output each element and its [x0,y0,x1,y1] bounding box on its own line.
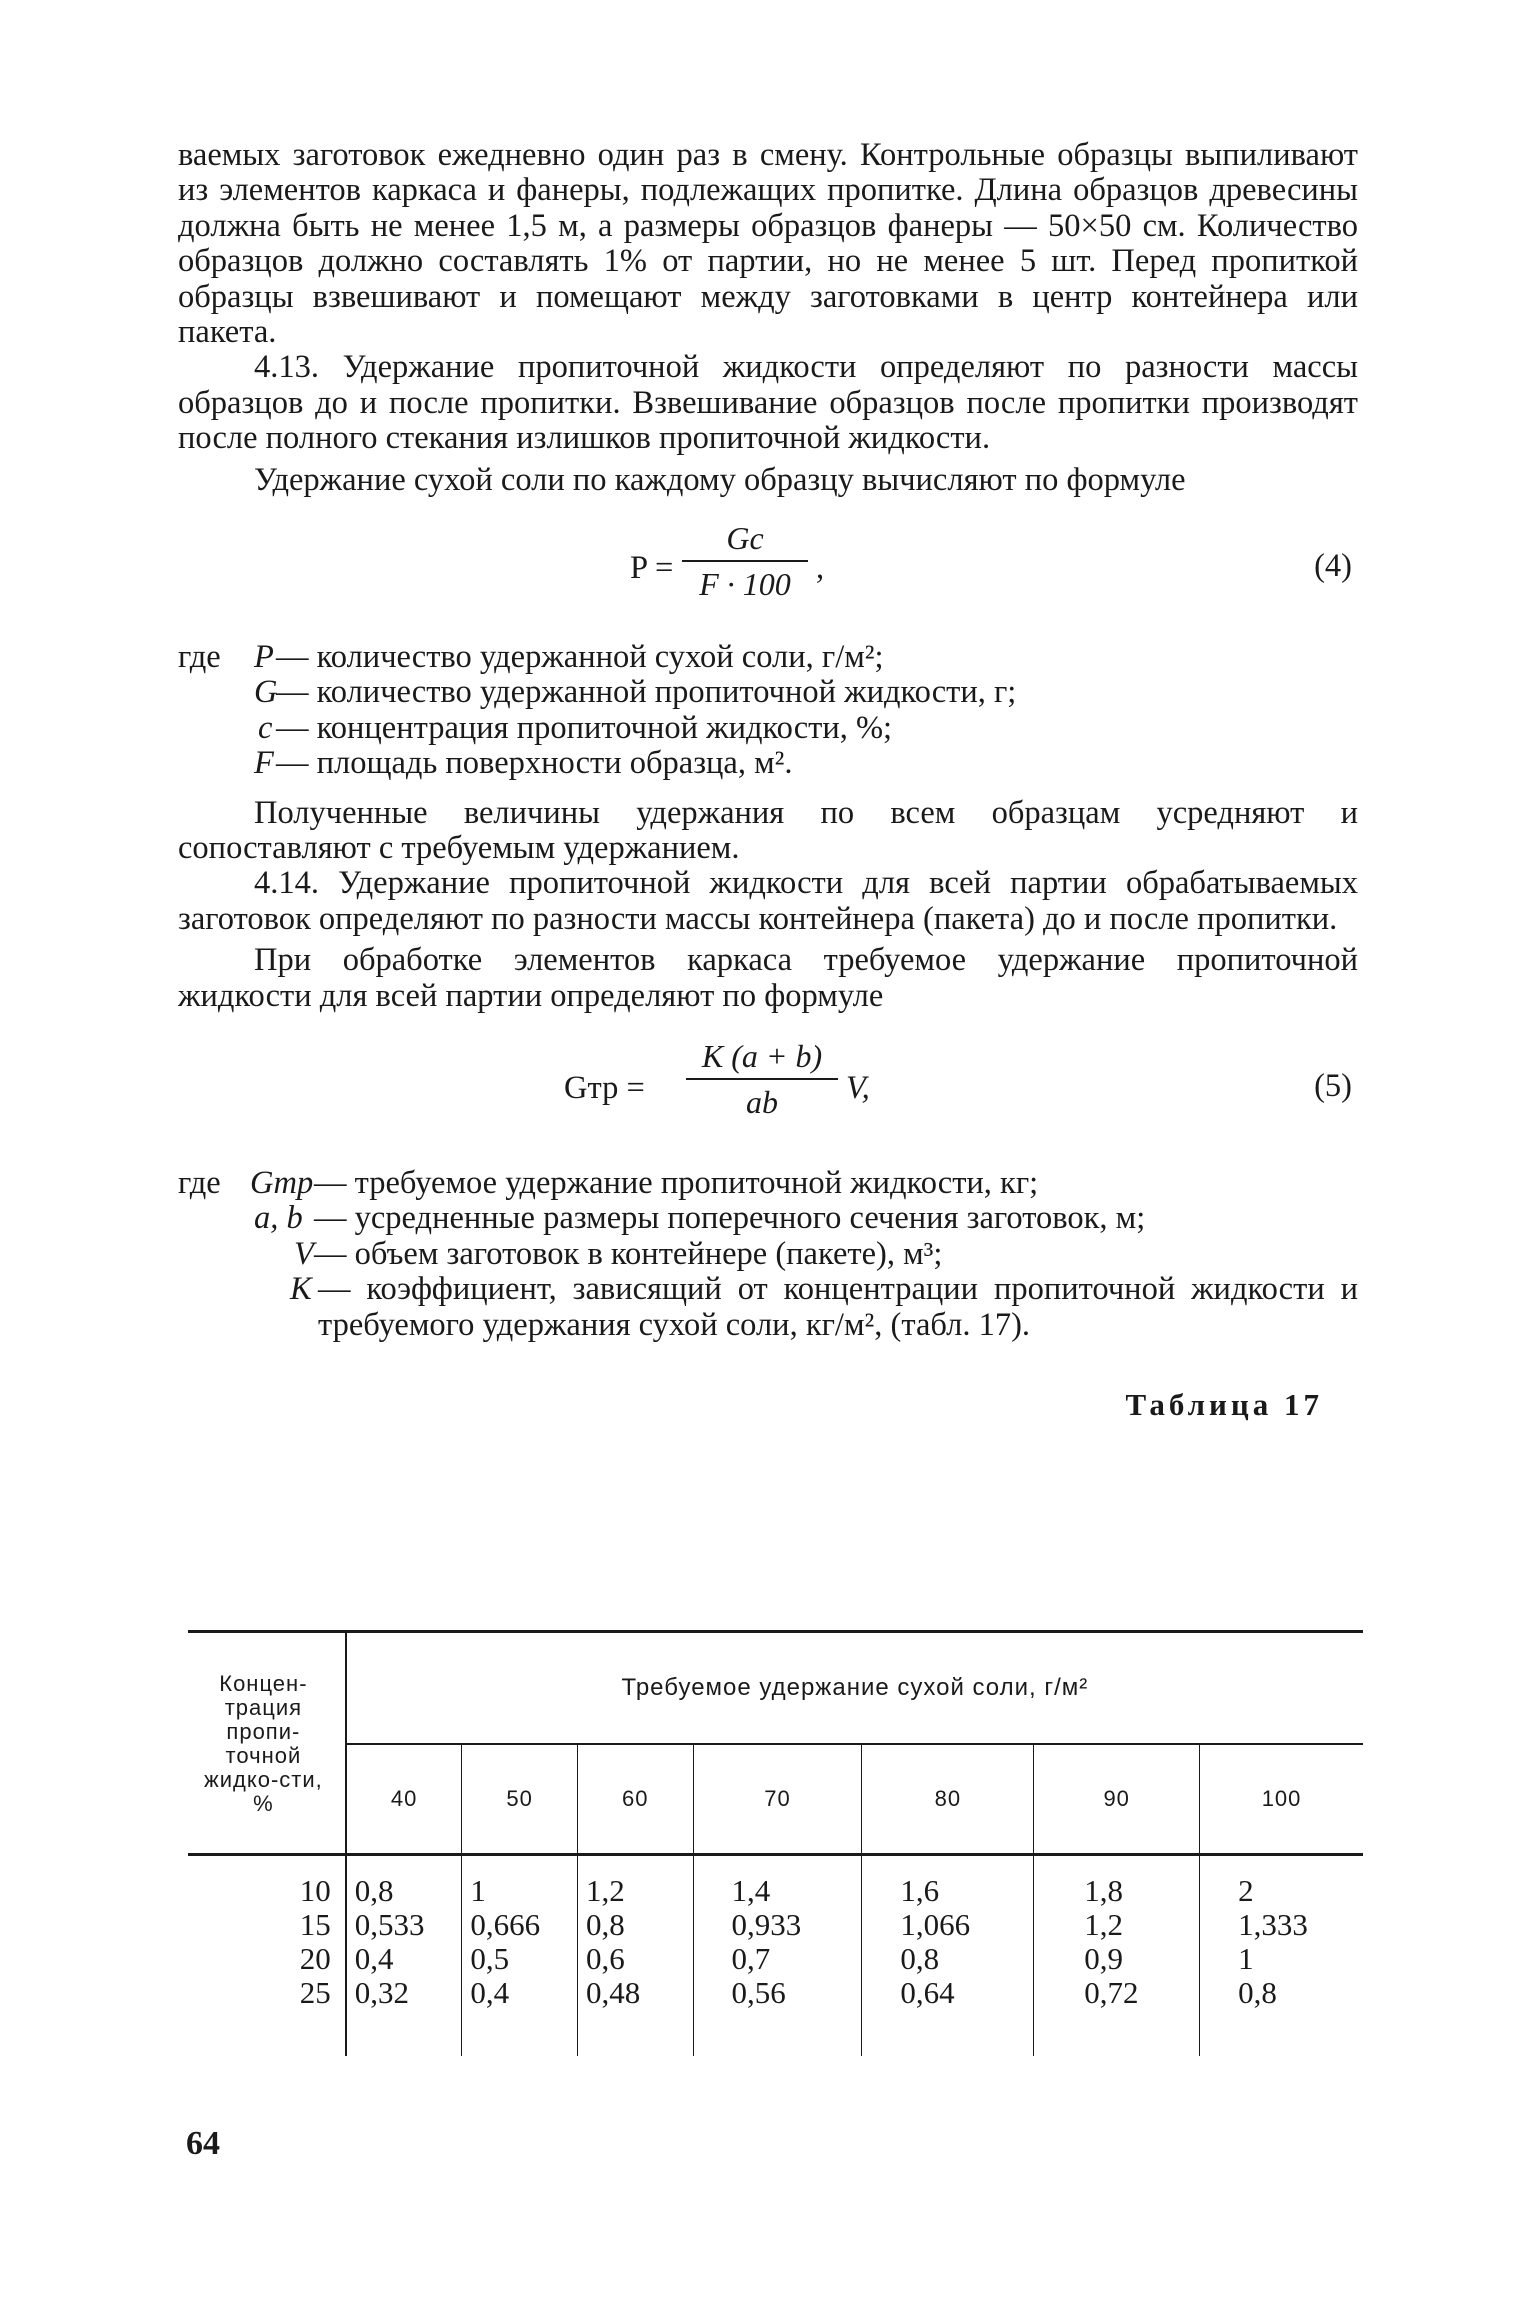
legend-symbol: a, b [254,1200,303,1237]
paragraph-1: ваемых заготовок ежедневно один раз в смену. Контрольные образцы выпиливают из элементов каркаса и фанеры, подлежащих пропитке. Длина образцов древесины должна быть не менее 1,5 м, а размеры образцов фанеры — 50×50 см. Количество образцов должно составлять 1% от партии, но не менее 5 шт. Перед пропиткой образцы взвешивают и помещают между заготовками в центр контейнера или пакета. [178,137,1358,351]
legend-text: — количество удержанной сухой соли, г/м²; [276,639,884,676]
table-cell: 1,4 [693,1854,862,1908]
table-row [188,1854,1363,1908]
legend-text: — объем заготовок в контейнере (пакете), м³; [314,1235,943,1272]
formula-4-number: (4) [1314,548,1352,585]
table-group-header-text: Требуемое удержание сухой соли, г/м² [621,1674,1089,1701]
table-cell: 1,8 [1034,1854,1200,1908]
table-title: Таблица 17 [1125,1387,1323,1423]
legend-lead: где [178,639,221,676]
table-cell: 0,56 [693,1976,862,2056]
page-body [178,138,1358,1423]
formula-5-lhs: Gтр = [564,1070,645,1107]
concentration-cell: 10 [188,1854,346,1908]
table-row [188,1908,1363,1942]
table-cell: 0,9 [1034,1942,1200,1976]
page-number: 64 [186,2125,220,2162]
table-cell: 0,48 [577,1976,693,2056]
legend-text: — коэффициент, зависящий от концентрации пропиточной жидкости и требуемого удержания сухой соли, кг/м², (табл. 17). [318,1271,1358,1343]
legend-symbol: G [254,674,278,711]
paragraph-4-13: 4.13. Удержание пропиточной жидкости определяют по разности массы образцов до и после пропитки. Взвешивание образцов после пропитки производят после полного стекания излишков пропиточной жидкости. [178,349,1358,457]
formula-4-legend [178,640,1358,782]
paragraph-formula-intro: Удержание сухой соли по каждому образцу вычисляют по формуле [254,461,1186,498]
legend-symbol: Gтр [250,1165,314,1202]
legend-text: — количество удержанной пропиточной жидкости, г; [276,674,1017,711]
formula-5-legend [178,1166,1358,1343]
column-header: 60 [577,1744,693,1854]
legend-item [178,1272,1358,1343]
legend-item [178,746,1358,781]
formula-4-lhs: P = [630,550,674,587]
formula-4-denominator: F · 100 [699,566,791,603]
legend-text: — усредненные размеры поперечного сечения заготовок, м; [314,1200,1146,1237]
column-header: 100 [1261,1785,1302,1811]
table-cell: 1,066 [862,1908,1034,1942]
legend-lead: где [178,1165,221,1202]
table-cell: 1 [462,1854,578,1908]
table-cell: 1,2 [1034,1908,1200,1942]
legend-text: — концентрация пропиточной жидкости, %; [276,709,893,746]
table-row-header [188,1632,346,1855]
legend-text: — площадь поверхности образца, м². [276,745,793,782]
table-cell: 0,64 [862,1976,1034,2056]
legend-text: — требуемое удержание пропиточной жидкости, кг; [314,1165,1039,1202]
table-cell: 0,8 [577,1908,693,1942]
table-cell: 1 [1238,1940,1254,1976]
table-cell: 0,533 [346,1908,462,1942]
formula-5-fraction [686,1038,838,1120]
legend-item [178,675,1358,710]
legend-symbol: F [254,745,274,782]
legend-symbol: K [290,1271,312,1308]
formula-4-fraction [682,520,808,602]
table-cell: 0,6 [577,1942,693,1976]
column-header: 40 [346,1744,462,1854]
table-cell: 0,7 [693,1942,862,1976]
formula-5-number: (5) [1314,1068,1352,1105]
legend-symbol: P [254,639,274,676]
column-header: 50 [462,1744,578,1854]
formula-5-numerator: K (a + b) [701,1038,823,1075]
formula-4-tail: , [816,550,825,587]
table-17 [188,1630,1363,2056]
table-cell: 1,6 [862,1854,1034,1908]
legend-symbol: c [258,709,273,746]
formula-4-numerator: Gc [726,520,764,557]
table-cell: 2 [1238,1872,1254,1908]
formula-5 [178,1034,1358,1144]
column-header: 70 [693,1744,862,1854]
column-header: 80 [862,1744,1034,1854]
table-cell: 0,5 [462,1942,578,1976]
table-cell: 0,933 [693,1908,862,1942]
table-group-header [346,1632,1363,1745]
table-cell: 0,32 [346,1976,462,2056]
legend-symbol: V [294,1235,314,1272]
table-cell: 0,4 [346,1942,462,1976]
table-row [188,1942,1363,1976]
column-header: 90 [1034,1744,1200,1854]
table-row-header-text: Концен-трация пропи-точной жидко-сти, % [204,1670,323,1816]
table-cell: 0,8 [862,1942,1034,1976]
table-cell: 1,2 [577,1854,693,1908]
paragraph-formula-5-intro: При обработке элементов каркаса требуемое удержание пропиточной жидкости для всей партии определяют по формуле [178,942,1358,1014]
concentration-cell: 15 [188,1908,346,1942]
paragraph-averaging: Полученные величины удержания по всем образцам усредняют и сопоставляют с требуемым удержанием. [178,794,1358,867]
formula-4 [178,520,1358,622]
table-cell: 0,4 [462,1976,578,2056]
table-cell: 0,666 [462,1908,578,1942]
legend-item [178,1166,1358,1201]
concentration-cell: 25 [188,1976,346,2056]
formula-5-tail: V, [846,1070,870,1107]
legend-item [178,1237,1358,1272]
table-cell: 0,8 [346,1854,462,1908]
table-cell: 0,72 [1034,1976,1200,2056]
legend-item [178,711,1358,746]
legend-item [178,1201,1358,1236]
formula-5-denominator: ab [746,1084,778,1121]
concentration-cell: 20 [188,1942,346,1976]
legend-item [178,640,1358,675]
table-cell: 0,8 [1238,1974,1277,2010]
paragraph-4-14: 4.14. Удержание пропиточной жидкости для всей партии обрабатываемых заготовок определяют по разности массы контейнера (пакета) до и после пропитки. [178,865,1358,937]
table-row [188,1976,1363,2056]
table-cell: 1,333 [1238,1906,1308,1942]
